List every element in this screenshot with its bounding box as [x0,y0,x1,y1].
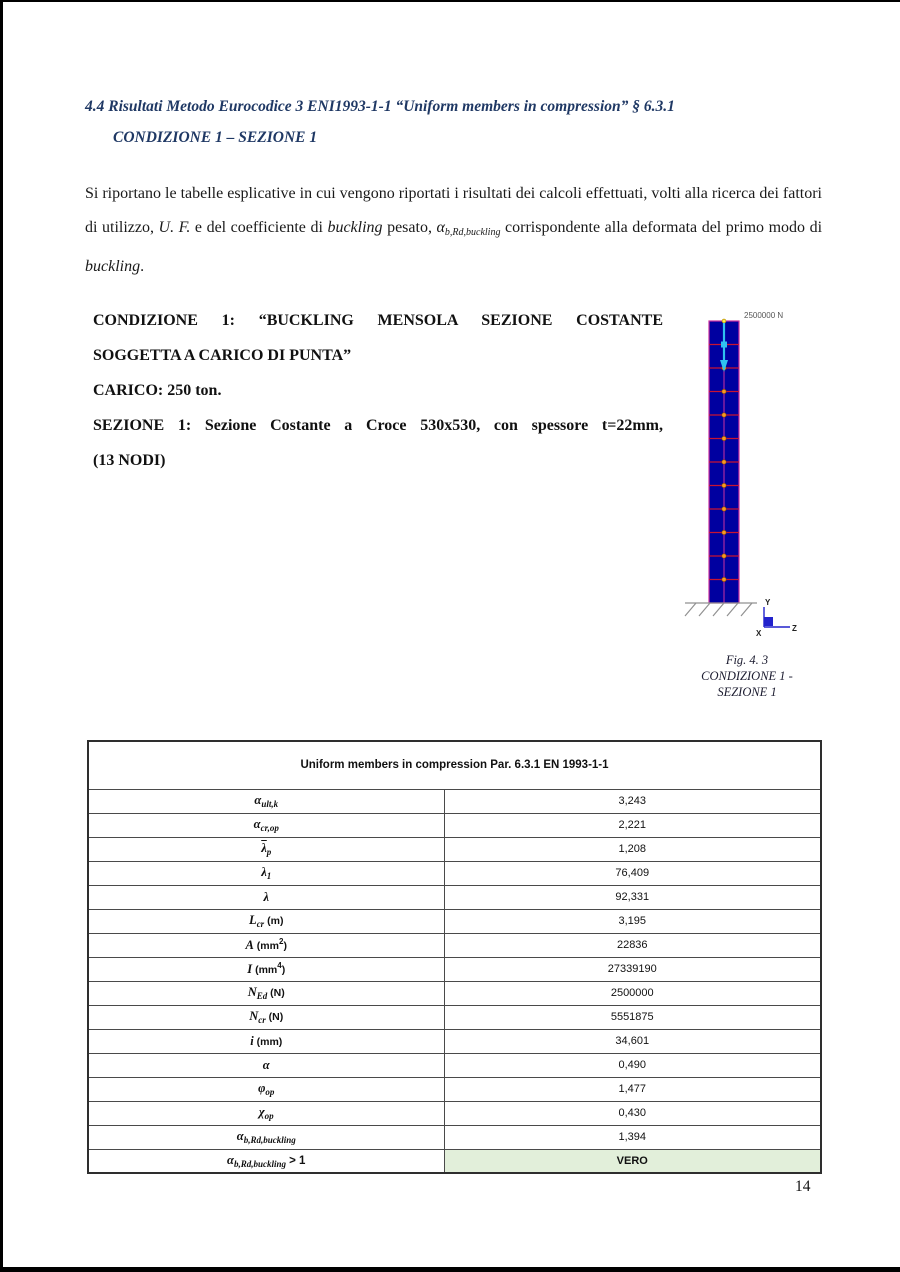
intro-text: pesato, [382,219,437,236]
load-value-label: 2500000 N [744,311,784,320]
figure-caption-number: Fig. 4. 3 [725,653,769,667]
top-node-dot [722,319,726,323]
row-symbol-label: $\varphi_{op}$ [88,1077,444,1101]
figure-caption-line2: CONDIZIONE 1 - [701,669,793,683]
row-value: 27339190 [444,957,821,981]
table-row [88,957,821,981]
row-result-badge: VERO [444,1149,821,1173]
table-row [88,981,821,1005]
section-heading [85,96,845,149]
row-value: 0,430 [444,1101,821,1125]
row-symbol-label: $\alpha_{b,Rd,buckling} > 1$ [88,1149,444,1173]
row-symbol-label: $N_{Ed}$ (N) [88,981,444,1005]
intro-text: e del coefficiente di [190,219,328,236]
alpha-glyph: α [436,219,445,236]
ground-support [685,603,757,616]
intro-buckling-term: buckling [85,258,141,275]
table-row [88,1149,821,1173]
row-value: 1,208 [444,837,821,861]
condition-block [93,303,663,478]
fem-column-figure [680,300,895,650]
section-heading-line1: 4.4 Risultati Metodo Eurocodice 3 ENI1993-1-1 “Uniform members in compression” § 6.3.1 [85,98,675,115]
alpha-buckling-symbol [437,219,501,236]
row-value: 22836 [444,933,821,957]
table-row [88,813,821,837]
axis-x-label: X [756,629,762,638]
condition-title-line1: CONDIZIONE 1: “BUCKLING MENSOLA SEZIONE COSTANTE [93,312,663,329]
row-value: 34,601 [444,1029,821,1053]
condition-title-line2: SOGGETTA A CARICO DI PUNTA” [93,347,352,364]
row-value: 92,331 [444,885,821,909]
nodes-line: (13 NODI) [93,452,166,469]
intro-buckling-term: buckling [327,219,383,236]
row-symbol-label: $\overline{\lambda}_p$ [88,837,444,861]
results-table-body [88,741,821,1173]
table-row [88,1077,821,1101]
table-row [88,1029,821,1053]
intro-text: corrispondente alla deformata del primo modo di [500,219,823,236]
table-title-row [88,741,821,789]
table-row [88,861,821,885]
alpha-subscript: b,Rd,buckling [444,227,501,238]
table-row [88,1101,821,1125]
row-value: 2500000 [444,981,821,1005]
table-row [88,789,821,813]
table-row [88,885,821,909]
row-symbol-label: α [88,1053,444,1077]
section-line: SEZIONE 1: Sezione Costante a Croce 530x530, con spessore t=22mm, [93,417,663,434]
page-border-top [0,0,900,2]
load-line: CARICO: 250 ton. [93,382,222,399]
intro-text: . [140,258,145,275]
page-border-bottom [0,1267,900,1272]
row-symbol-label: $\chi_{op}$ [88,1101,444,1125]
row-symbol-label: $N_{cr}$ (N) [88,1005,444,1029]
row-value: 1,394 [444,1125,821,1149]
row-value: 5551875 [444,1005,821,1029]
row-symbol-label: λ [88,885,444,909]
intro-paragraph [85,177,822,284]
figure-caption-line3: SEZIONE 1 [717,685,777,699]
page-number: 14 [795,1178,811,1195]
table-row [88,933,821,957]
row-value: 2,221 [444,813,821,837]
intro-text: Si riportano le tabelle esplicative in cui vengono riportati i risultati dei calcoli effettuati, volti alla ricerca dei fattori di utilizzo, [85,185,822,236]
row-symbol-label: A $(mm^2)$ [88,933,444,957]
axis-z-label: Z [792,624,797,633]
table-row [88,837,821,861]
row-symbol-label: $\lambda_1$ [88,861,444,885]
table-row [88,909,821,933]
table-row [88,1125,821,1149]
table-row [88,1005,821,1029]
row-symbol-label: I $(mm^4)$ [88,957,444,981]
section-heading-line2: CONDIZIONE 1 – SEZIONE 1 [113,129,318,146]
intro-uf-term: U. F. [158,219,191,236]
axis-y-label: Y [765,598,771,607]
table-row [88,1053,821,1077]
row-symbol-label: $L_{cr}$ (m) [88,909,444,933]
axis-triad [756,598,797,638]
row-value: 1,477 [444,1077,821,1101]
row-value: 76,409 [444,861,821,885]
row-value: 3,243 [444,789,821,813]
row-symbol-label: $\alpha_{b,Rd,buckling}$ [88,1125,444,1149]
row-symbol-label: $\alpha_{cr,op}$ [88,813,444,837]
row-symbol-label: i (mm) [88,1029,444,1053]
page-border-left [0,0,3,1272]
results-table [87,740,822,1174]
table-title: Uniform members in compression Par. 6.3.1 EN 1993-1-1 [88,741,821,789]
row-symbol-label: $\alpha_{ult,k}$ [88,789,444,813]
uniform-members-table [87,740,822,1174]
row-value: 0,490 [444,1053,821,1077]
figure-caption [668,652,826,700]
row-value: 3,195 [444,909,821,933]
